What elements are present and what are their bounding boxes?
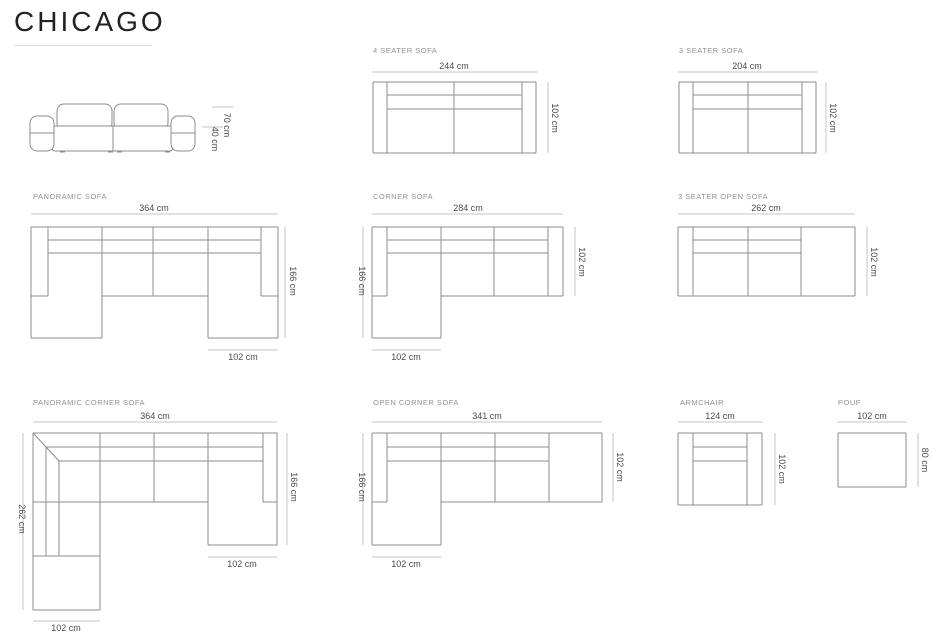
dimension-label: 166 cm [357,472,367,502]
dimension-label: 102 cm [227,559,257,569]
diagram-panoramic-sofa [31,192,298,362]
dimension-label: 124 cm [705,411,735,421]
dimension-label: 102 cm [228,352,258,362]
dimension-label: 166 cm [289,472,299,502]
diagram-3-seater-sofa [678,46,838,153]
product-name-label: PANORAMIC CORNER SOFA [33,398,146,407]
product-name-label: OPEN CORNER SOFA [373,398,459,407]
diagram-pouf [837,398,930,487]
product-name-label: 3 SEATER OPEN SOFA [678,192,769,201]
product-name-label: PANORAMIC SOFA [33,192,107,201]
product-name-label: CORNER SOFA [373,192,434,201]
dimension-label: 40 cm [210,126,220,152]
product-name-label: ARMCHAIR [680,398,725,407]
diagram-armchair [678,398,787,505]
dimension-label: 102 cm [550,103,560,133]
dimension-label: 102 cm [391,559,421,569]
diagram-4-seater-sofa [372,46,560,153]
dimension-label: 102 cm [869,247,879,277]
dimension-label: 102 cm [828,103,838,133]
dimension-label: 102 cm [615,452,625,482]
product-name-label: 4 SEATER SOFA [373,46,438,55]
dimension-label: 70 cm [222,112,232,138]
product-name-label: 3 SEATER SOFA [679,46,744,55]
sofa-front-view [30,104,233,152]
dimension-label: 341 cm [472,411,502,421]
dimension-label: 204 cm [732,61,762,71]
dimension-label: 364 cm [140,411,170,421]
diagram-corner-sofa [357,192,587,362]
dimension-label: 102 cm [391,352,421,362]
dimension-label: 262 cm [17,504,27,534]
dimension-label: 102 cm [777,454,787,484]
dimension-label: 166 cm [357,266,367,296]
dimension-label: 364 cm [139,203,169,213]
dimension-label: 80 cm [920,447,930,473]
page-title: CHICAGO [14,6,166,37]
product-name-label: POUF [838,398,861,407]
diagram-open-corner-sofa [357,398,625,569]
dimension-label: 284 cm [453,203,483,213]
dimension-label: 244 cm [439,61,469,71]
diagram-panoramic-corner-sofa [17,398,299,633]
dimension-label: 166 cm [288,266,298,296]
dimension-label: 102 cm [51,623,81,633]
dimension-label: 262 cm [751,203,781,213]
dimension-label: 102 cm [857,411,887,421]
diagram-3-seater-open-sofa [678,192,879,296]
dimension-label: 102 cm [577,247,587,277]
